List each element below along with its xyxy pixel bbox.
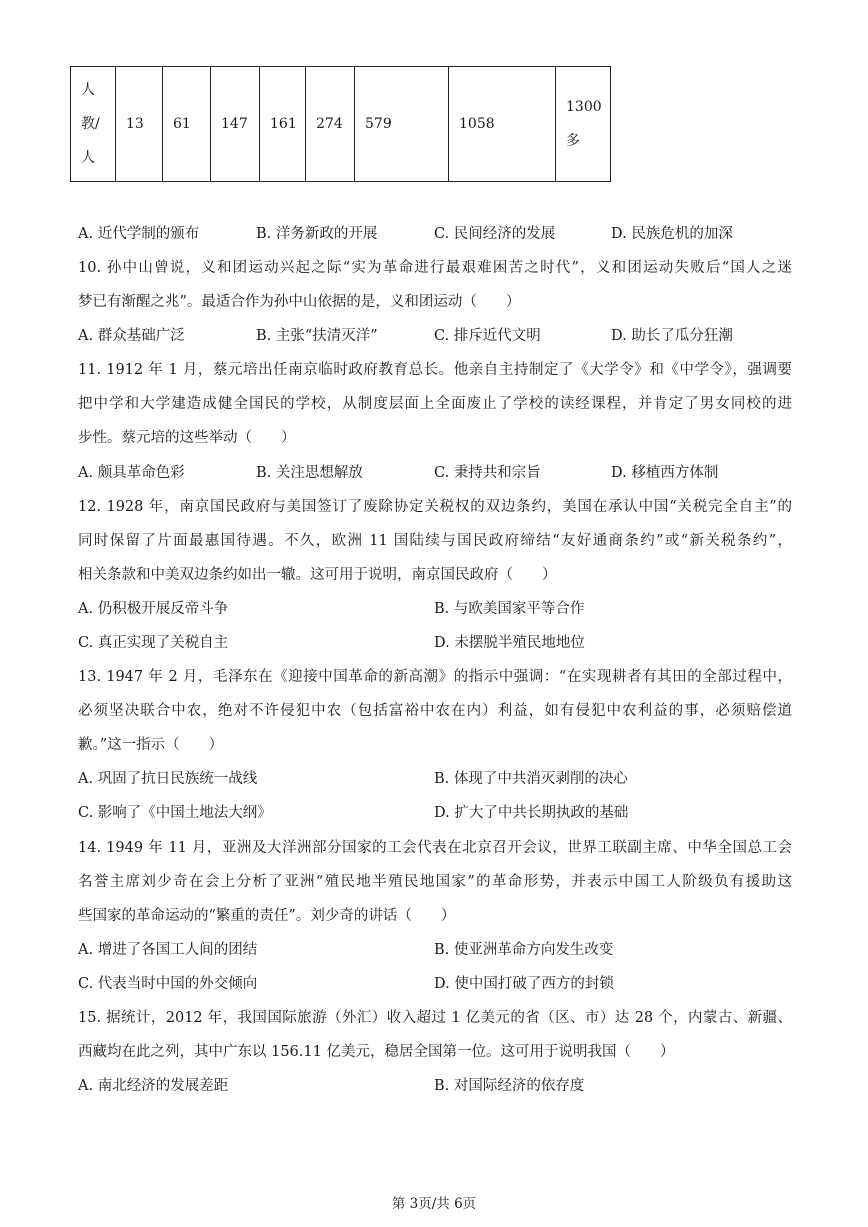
table-cell: 13 [116,67,163,182]
row-header-char: 人 [81,150,95,166]
q13-stem-line: 歉。”这一指示（ ） [78,737,224,753]
option-c[interactable]: C. 影响了《中国土地法大纲》 [78,805,272,821]
row-header-char: 教/ [81,116,100,132]
option-a[interactable]: A. 群众基础广泛 [78,328,185,344]
q10-stem-line: 梦已有渐醒之兆”。最适合作为孙中山依据的是，义和团运动（ ） [78,294,521,310]
option-a[interactable]: A. 南北经济的发展差距 [78,1078,229,1094]
q14-stem-line: 14. 1949 年 11 月，亚洲及大洋洲部分国家的工会代表在北京召开会议，世界工联副主席、中华全国总工会 [78,840,792,856]
table-cell: 147 [211,67,260,182]
q11-stem-line: 11. 1912 年 1 月，蔡元培出任南京临时政府教育总长。他亲自主持制定了《大学令》和《中学令》，强调要 [78,362,792,378]
option-b[interactable]: B. 与欧美国家平等合作 [434,601,585,617]
table-cell: 61 [163,67,211,182]
q12-stem-line: 12. 1928 年，南京国民政府与美国签订了废除协定关税权的双边条约，美国在承认中国“关税完全自主”的 [78,499,792,515]
option-b[interactable]: B. 体现了中共消灭剥削的决心 [434,771,628,787]
option-a[interactable]: A. 仍积极开展反帝斗争 [78,601,229,617]
option-d[interactable]: D. 未摆脱半殖民地地位 [434,635,585,651]
q14-stem-line: 名誉主席刘少奇在会上分析了亚洲“殖民地半殖民地国家”的革命形势，并表示中国工人阶级负有援助这 [78,874,792,890]
row-header-cell [71,67,116,182]
q12-stem-line: 同时保留了片面最惠国待遇。不久，欧洲 11 国陆续与国民政府缔结“友好通商条约”或“新关税条约”， [78,533,792,549]
statistics-table [70,66,611,182]
option-b[interactable]: B. 关注思想解放 [256,465,363,481]
q15-stem-line: 15. 据统计，2012 年，我国国际旅游（外汇）收入超过 1 亿美元的省（区、市）达 28 个，内蒙古、新疆、 [78,1010,792,1026]
table-cell: 161 [260,67,306,182]
table-cell [556,67,611,182]
option-d[interactable]: D. 移植西方体制 [611,465,719,481]
table-cell: 1058 [449,67,556,182]
q14-stem-line: 些国家的革命运动的“繁重的责任”。刘少奇的讲话（ ） [78,908,456,924]
option-d[interactable]: D. 助长了瓜分狂潮 [611,328,733,344]
option-b[interactable]: B. 主张“扶清灭洋” [256,328,378,344]
option-d[interactable]: D. 扩大了中共长期执政的基础 [434,805,629,821]
table-cell: 579 [355,67,449,182]
option-a[interactable]: A. 巩固了抗日民族统一战线 [78,771,258,787]
q13-stem-line: 必须坚决联合中农，绝对不许侵犯中农（包括富裕中农在内）利益，如有侵犯中农利益的事，必须赔偿道 [78,703,792,719]
option-b[interactable]: B. 使亚洲革命方向发生改变 [434,942,614,958]
row-header-char: 人 [81,82,95,98]
option-c[interactable]: C. 排斥近代文明 [434,328,541,344]
table-row [71,67,611,182]
option-d[interactable]: D. 民族危机的加深 [611,226,733,242]
table-cell-line: 多 [566,133,580,149]
option-b[interactable]: B. 洋务新政的开展 [256,226,378,242]
option-c[interactable]: C. 真正实现了关税自主 [78,635,229,651]
q12-stem-line: 相关条款和中美双边条约如出一辙。这可用于说明，南京国民政府（ ） [78,567,557,583]
option-d[interactable]: D. 使中国打破了西方的封锁 [434,976,614,992]
option-a[interactable]: A. 增进了各国工人间的团结 [78,942,258,958]
option-c[interactable]: C. 民间经济的发展 [434,226,556,242]
table-cell: 274 [306,67,355,182]
option-c[interactable]: C. 秉持共和宗旨 [434,465,541,481]
q11-stem-line: 把中学和大学建造成健全国民的学校，从制度层面上全面废止了学校的读经课程，并肯定了男女同校的进 [78,396,792,412]
q11-stem-line: 步性。蔡元培的这些举动（ ） [78,430,296,446]
option-b[interactable]: B. 对国际经济的依存度 [434,1078,585,1094]
table-cell-line: 1300 [566,99,602,115]
q13-stem-line: 13. 1947 年 2 月，毛泽东在《迎接中国革命的新高潮》的指示中强调：“在实现耕者有其田的全部过程中， [78,669,792,685]
q15-stem-line: 西藏均在此之列，其中广东以 156.11 亿美元，稳居全国第一位。这可用于说明我国（ ） [78,1044,675,1060]
option-a[interactable]: A. 颇具革命色彩 [78,465,185,481]
page-number: 第 3页/共 6页 [391,1196,477,1212]
option-a[interactable]: A. 近代学制的颁布 [78,226,200,242]
q10-stem-line: 10. 孙中山曾说，义和团运动兴起之际“实为革命进行最艰难困苦之时代”，义和团运动失败后“国人之迷 [78,260,792,276]
option-c[interactable]: C. 代表当时中国的外交倾向 [78,976,258,992]
